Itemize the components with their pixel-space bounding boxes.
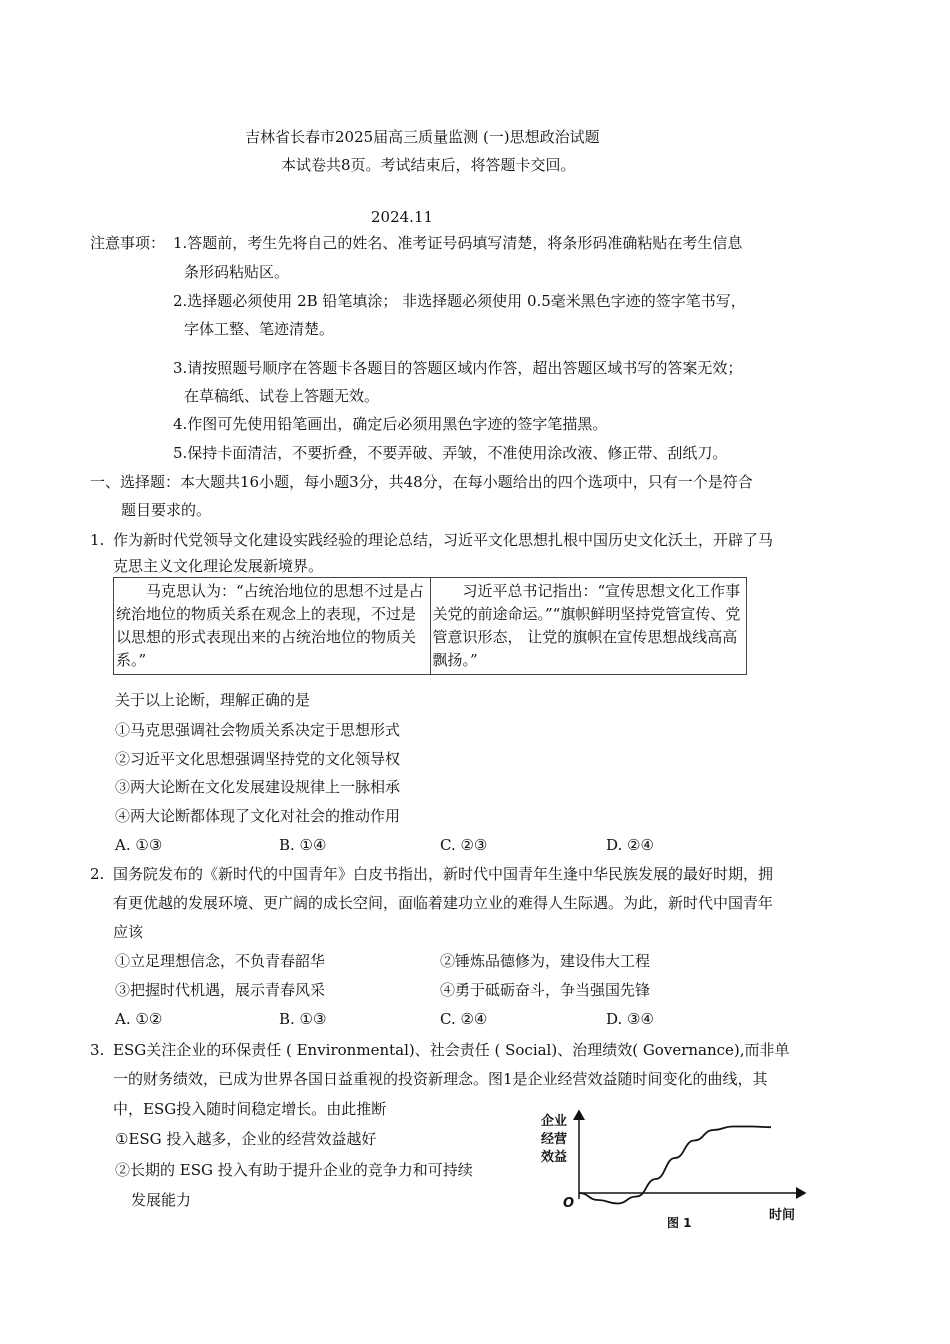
quote-table — [113, 577, 747, 675]
notice-item-5: 5.保持卡面清洁，不要折叠，不要弄破、弄皱，不准使用涂改液、修正带、刮纸刀。 — [173, 444, 728, 462]
quote-marx: 马克思认为：“占统治地位的思想不过是占统治地位的物质关系在观念上的表现，不过是以思想的形式表现出来的占统治地位的物质关系。” — [114, 578, 431, 675]
option-a[interactable]: A. ①③ — [115, 836, 163, 854]
notice-item-2: 2.选择题必须使用 2B 铅笔填涂； 非选择题必须使用 0.5毫米黑色字迹的签字笔书写， — [173, 292, 746, 310]
question-stem-cont: 应该 — [113, 923, 144, 941]
option-a[interactable]: A. ①② — [115, 1010, 163, 1028]
series-line-effectiveness — [579, 1127, 771, 1204]
option-b[interactable]: B. ①③ — [279, 1010, 327, 1028]
y-axis-label-line-2: 经营 — [541, 1132, 568, 1147]
exam-title: 吉林省长春市2025届高三质量监测 (一)思想政治试题 — [245, 128, 600, 146]
y-axis-label-line-3: 效益 — [541, 1150, 568, 1165]
question-stem-cont: 克思主义文化理论发展新境界。 — [113, 557, 324, 575]
notice-item-2-cont: 字体工整、笔迹清楚。 — [184, 320, 335, 338]
x-axis-label: 时间 — [769, 1208, 796, 1223]
question-stem: 作为新时代党领导文化建设实践经验的理论总结，习近平文化思想扎根中国历史文化沃土，开辟了马 — [113, 531, 774, 549]
y-axis-label-line-1: 企业 — [541, 1114, 568, 1129]
statement-2: ②长期的 ESG 投入有助于提升企业的竞争力和可持续 — [115, 1161, 473, 1179]
figure-caption: 图 1 — [667, 1216, 692, 1230]
statement-2-cont: 发展能力 — [131, 1191, 192, 1209]
question-prompt: 关于以上论断，理解正确的是 — [115, 691, 311, 709]
exam-date: 2024.11 — [371, 208, 434, 226]
statement-4: ④勇于砥砺奋斗，争当强国先锋 — [440, 981, 651, 999]
notice-item-3: 3.请按照题号顺序在答题卡各题目的答题区域内作答，超出答题区域书写的答案无效； — [173, 359, 743, 377]
option-c[interactable]: C. ②④ — [440, 1010, 488, 1028]
option-c[interactable]: C. ②③ — [440, 836, 488, 854]
question-stem: 国务院发布的《新时代的中国青年》白皮书指出，新时代中国青年生逢中华民族发展的最好时期，拥 — [113, 865, 774, 883]
notice-label: 注意事项： — [90, 234, 166, 252]
option-d[interactable]: D. ③④ — [606, 1010, 654, 1028]
origin-label: O — [563, 1196, 575, 1211]
question-stem-cont: 有更优越的发展环境、更广阔的成长空间，面临着建功立业的难得人生际遇。为此，新时代中国青年 — [113, 894, 774, 912]
statement-4: ④两大论断都体现了文化对社会的推动作用 — [115, 807, 401, 825]
section-heading-cont: 题目要求的。 — [121, 501, 212, 519]
question-number: 2. — [90, 865, 105, 883]
quote-xi: 习近平总书记指出：“宣传思想文化工作事关党的前途命运。”“旗帜鲜明坚持党管宣传、党管意识形态， 让党的旗帜在宣传思想战线高高飘扬。” — [430, 578, 747, 675]
statement-1: ①马克思强调社会物质关系决定于思想形式 — [115, 721, 401, 739]
statement-2: ②锤炼品德修为，建设伟大工程 — [440, 952, 651, 970]
notice-item-1-cont: 条形码粘贴区。 — [184, 263, 290, 281]
question-stem: ESG关注企业的环保责任 ( Environmental)、社会责任 ( Social)、治理绩效( Governance),而非单 — [113, 1041, 790, 1059]
notice-item-4: 4.作图可先使用铅笔画出，确定后必须用黑色字迹的签字笔描黑。 — [173, 415, 608, 433]
question-stem-cont: 一的财务绩效，已成为世界各国日益重视的投资新理念。图1是企业经营效益随时间变化的曲线，其 — [113, 1070, 768, 1088]
statement-1: ①立足理想信念，不负青春韶华 — [115, 952, 326, 970]
question-number: 3. — [90, 1041, 105, 1059]
statement-2: ②习近平文化思想强调坚持党的文化领导权 — [115, 750, 401, 768]
question-number: 1. — [90, 531, 105, 549]
statement-3: ③两大论断在文化发展建设规律上一脉相承 — [115, 778, 401, 796]
notice-item-1: 1.答题前，考生先将自己的姓名、准考证号码填写清楚，将条形码准确粘贴在考生信息 — [173, 234, 743, 252]
section-heading: 一、选择题：本大题共16小题，每小题3分，共48分，在每小题给出的四个选项中，只有一个是符合 — [90, 473, 753, 491]
question-stem-cont: 中，ESG投入随时间稳定增长。由此推断 — [113, 1100, 387, 1118]
figure-1-chart — [535, 1105, 835, 1235]
statement-3: ③把握时代机遇，展示青春风采 — [115, 981, 326, 999]
option-b[interactable]: B. ①④ — [279, 836, 327, 854]
option-d[interactable]: D. ②④ — [606, 836, 654, 854]
exam-subtitle: 本试卷共8页。考试结束后，将答题卡交回。 — [281, 156, 576, 174]
statement-1: ①ESG 投入越多，企业的经营效益越好 — [115, 1130, 377, 1148]
notice-item-3-cont: 在草稿纸、试卷上答题无效。 — [184, 387, 380, 405]
